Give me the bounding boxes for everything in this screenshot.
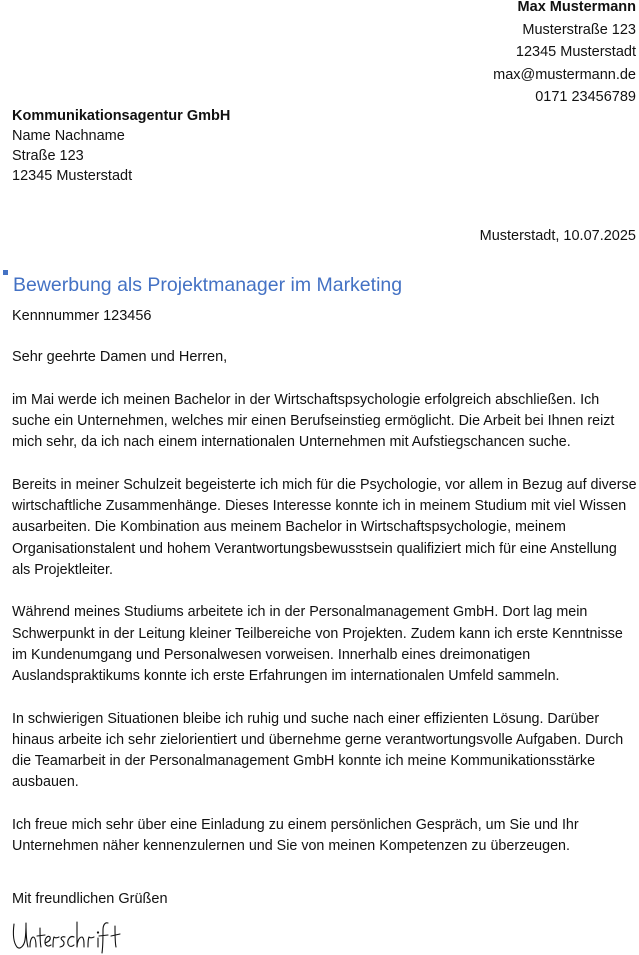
recipient-contact: Name Nachname xyxy=(12,128,125,144)
sender-city: 12345 Musterstadt xyxy=(515,44,636,60)
sender-email: max@mustermann.de xyxy=(493,66,636,83)
salutation: Sehr geehrte Damen und Herren, xyxy=(12,349,228,365)
sender-name: Max Mustermann xyxy=(517,0,636,15)
recipient-address-block xyxy=(12,106,230,186)
body-paragraph: Während meines Studiums arbeitete ich in der Personalmanagement GmbH. Dort lag mein Schwerpunkt in der Leitung kleiner Teilbereiche von Projekten. Zudem kann ich erste Kenntnisse im Kundenumgang und Personalwesen vorweisen. Innerhalb eines dreimonatigen Auslandspraktikums konnte ich erste Erfahrungen im internationalen Umfeld sammeln. xyxy=(12,604,623,685)
sender-address-block xyxy=(493,0,636,109)
reference-number: Kennnummer 123456 xyxy=(12,308,152,324)
date-line: Musterstadt, 10.07.2025 xyxy=(479,228,636,244)
body-paragraph: Ich freue mich sehr über eine Einladung zu einem persönlichen Gespräch, um Sie und Ihr Unternehmen näher kennenzulernen und Sie von meinen Kompetenzen zu überzeugen. xyxy=(12,816,579,855)
sender-phone: 0171 23456789 xyxy=(535,89,636,105)
body-paragraph: Bereits in meiner Schulzeit begeisterte ich mich für die Psychologie, vor allem in Bezug auf diverse wirtschaftliche Zusammenhänge. Dieses Interesse konnte ich in meinem Studium mit viel Wissen ausarbeiten. Die Kombination aus meinem Bachelor in Wirtschaftspsychologie, meinem Organisationstalent und hohem Verantwortungsbewusstsein qualifiziert mich für eine Anstellung als Projektleiter. xyxy=(12,477,637,578)
handwritten-signature xyxy=(10,916,135,954)
recipient-city: 12345 Musterstadt xyxy=(12,168,133,184)
closing-phrase: Mit freundlichen Grüßen xyxy=(12,891,168,907)
recipient-company: Kommunikationsagentur GmbH xyxy=(12,108,231,124)
sender-street: Musterstraße 123 xyxy=(522,21,636,38)
body-paragraph: im Mai werde ich meinen Bachelor in der Wirtschaftspsychologie erfolgreich abschließen. Ich suche ein Unternehmen, welches mir einen Berufseinstieg ermöglicht. Die Arbeit bei Ihnen reizt mich sehr, da ich nach einem internationalen Unternehmen mit Aufstiegschancen suche. xyxy=(12,392,615,451)
subject-marker xyxy=(3,270,8,275)
letter-body xyxy=(12,390,637,879)
recipient-street: Straße 123 xyxy=(12,148,84,164)
body-paragraph: In schwierigen Situationen bleibe ich ruhig und suche nach einer effizienten Lösung. Darüber hinaus arbeite ich sehr zielorientiert und übernehme gerne verantwortungsvolle Aufgaben. Durch die Teamarbeit in der Personalmanagement GmbH konnte ich meine Kommunikationsstärke ausbauen. xyxy=(12,710,624,791)
subject-heading: Bewerbung als Projektmanager im Marketing xyxy=(13,274,403,296)
